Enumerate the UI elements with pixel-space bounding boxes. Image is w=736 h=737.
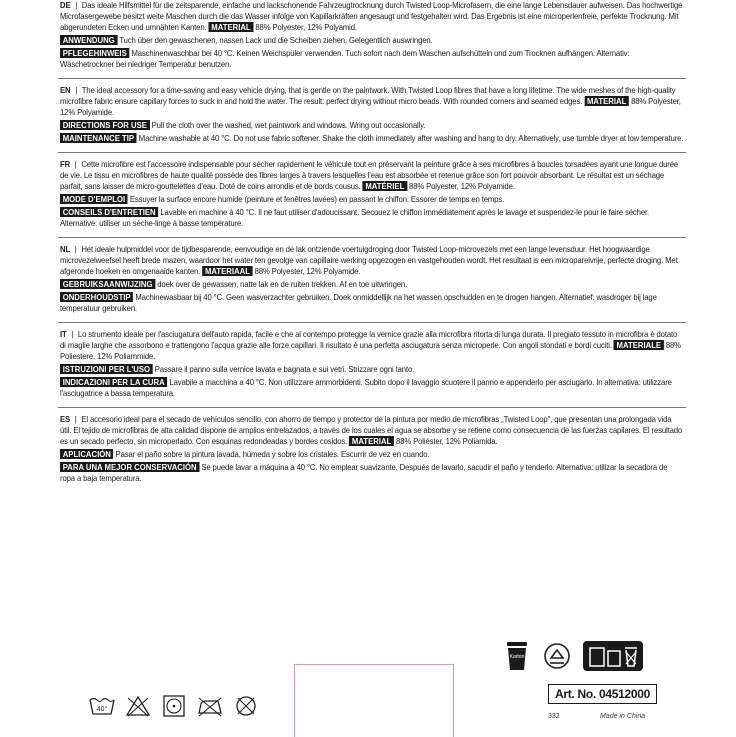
section-intro: IT | Lo strumento ideale per l'asciugatura dell'auto rapida, facile e che al contempo protegge la vernice grazie alla microfibra ritorta di lunga durata. Il pregiato tessuto in microfibra è dotato di maglie larghe che assorbono e trattengono l'acqua grazie alle forze capillari. Il risultato è una perfetta asciugatura senza microperle. Con angoli stondati e bordi cuciti. MATERIALE 88% Poliestere, 12% Poliammide. — [60, 329, 681, 361]
language-code: NL — [60, 244, 71, 254]
section-es — [58, 414, 686, 492]
material-text: 88% Poliestere, 12% Poliammide. — [60, 340, 681, 361]
wash-40-icon — [88, 694, 116, 718]
language-code: EN — [60, 85, 71, 95]
material-text: 88% Polyester, 12% Polyamide. — [409, 181, 515, 191]
material-label: MATERIAL — [584, 96, 629, 106]
section-nl — [58, 244, 686, 323]
section-intro: ES | El accesorio ideal para el secado de vehículos sencillo, con ahorro de tiempo y protector de la pintura por medio de microfibras „Twisted Loop", que presentan una prolongada vida útil. El tejido de microfibras de alta calidad dispone de amplios entrelazados, a través de los cuales el agua se absorbe y se retiene como consecuencia de las fuerzas capilares. El resultado es un secado perfecto, sin microperlado. Con esquinas redondeadas y bordes cosidos. MATERIAL 88% Poliéster, 12% Poliamida. — [60, 414, 683, 446]
intro-text: The ideal accessory for a time-saving and easy vehicle drying, that is gentle on the paintwork. With Twisted Loop fibres that have a long lifetime. The wide meshes of the high-quality microfibre fabric ensure capillary forces to suck in and hold the water. The result: perfect drying without micro beads. With rounded corners and seamed edges. — [60, 85, 676, 106]
section-intro: EN | The ideal accessory for a time-saving and easy vehicle drying, that is gentle on the paintwork. With Twisted Loop fibres that have a long lifetime. The wide meshes of the high-quality microfibre fabric ensure capillary forces to suck in and hold the water. The result: perfect drying without micro beads. With rounded corners and seamed edges. MATERIAL 88% Polyester, 12% Polyamide. — [60, 85, 681, 117]
section-intro: FR | Cette microfibre est l'accessoire indispensable pour sécher rapidement le véhicule tout en préservant la peinture grâce à ses microfibres à boucles torsadées ayant une longue durée de vie. Le tissu en microfibres de haute qualité possède des fibres larges à travers lesquelles l'eau est absorbée et retenue grâce son fort pouvoir absorbant. Le résultat est un séchage parfait, sans laisser de micro-gouttelettes d'eau. Doté de coins arrondis et de bords cousus. MATÉRIEL 88% Polyester, 12% Polyamide. — [60, 159, 679, 191]
instruction-label: PARA UNA MEJOR CONSERVACIÓN — [60, 462, 199, 472]
instruction-line — [60, 462, 683, 484]
language-code: DE — [60, 0, 71, 10]
intro-text: Cette microfibre est l'accessoire indispensable pour sécher rapidement le véhicule tout en préservant la peinture grâce à ses microfibres à boucles torsadées ayant une longue durée de vie. Le tissu en microfibres de haute qualité possède des fibres larges à travers lesquelles l'eau est absorbée et retenue grâce son fort pouvoir absorbant. Le résultat est un séchage parfait, sans laisser de micro-gouttelettes d'eau. Doté de coins arrondis et de bords cousus. — [60, 159, 679, 191]
language-code: FR — [60, 159, 71, 169]
material-label: MATERIAAL — [202, 266, 252, 276]
instruction-text: Pasar el paño sobre la pintura lavada, húmeda y sobre los cristales. Escurrir de vez en cuando. — [115, 449, 430, 459]
instruction-line — [60, 377, 683, 399]
recycle-label: Karton — [509, 654, 525, 660]
instruction-line — [60, 120, 683, 131]
material-text: 88% Polyester, 12% Polyamide. — [60, 96, 681, 117]
instruction-line — [60, 449, 683, 460]
no-bleach-icon — [124, 694, 152, 718]
paper-bin-icon — [502, 640, 532, 672]
intro-text: Lo strumento ideale per l'asciugatura dell'auto rapida, facile e che al contempo protegge la vernice grazie alla microfibra ritorta di lunga durata. Il pregiato tessuto in microfibra è dotato di maglie larghe che assorbono e trattengono l'acqua grazie alle forze capillari. Il risultato è una perfetta asciugatura senza microperle. Con angoli stondati e bordi cuciti. — [60, 329, 678, 350]
instruction-line — [60, 194, 683, 205]
instructions-text — [58, 0, 686, 498]
material-text: 88% Polyester, 12% Polyamide. — [254, 266, 361, 276]
instruction-label: MAINTENANCE TIP — [60, 133, 137, 143]
intro-text: Het ideale hulpmiddel voor de tijdbesparende, eenvoudige en de lak ontziende voertuigdroging door Twisted Loop-microvezels met een lange levensduur. Het hoogwaardige microvezelweefsel heeft brede mazen, waardoor het water ten gevolge van capillaire werking opgezogen en vastgehouden wordt. Het resultaat is een microparelvrije, perfecte droging. Met afgeronde hoeken en omgenaaide kanten. — [60, 244, 678, 276]
instruction-text: Pull the cloth over the washed, wet paintwork and windows. Wring out occasionally. — [151, 120, 426, 130]
intro-text: Das ideale Hilfsmittel für die zeitsparende, einfache und lackschonende Fahrzeugtrocknung durch Twisted Loop-Microfasern, die eine lange Lebensdauer aufweisen. Das hochwertige Microfasergewebe besitzt weite Maschen durch die das Wasser infolge von Kapillarkräften angesaugt und festgehalten wird. Das Ergebnis ist eine microperlenfreie, perfekte Trocknung. Mit abgerundeten Ecken und umnähten Kanten. — [60, 0, 683, 32]
instruction-line — [60, 35, 683, 46]
care-symbols — [88, 694, 260, 718]
material-label: MATERIAL — [209, 22, 254, 32]
section-en — [58, 85, 686, 153]
section-it — [58, 329, 686, 408]
section-de — [58, 0, 686, 79]
instruction-label: PFLEGEHINWEIS — [60, 48, 129, 58]
instruction-line — [60, 292, 683, 314]
instruction-line — [60, 133, 683, 144]
material-label: MATÉRIEL — [363, 181, 407, 191]
recycling-pictograms — [502, 640, 644, 672]
recycle-info-icon — [542, 641, 572, 671]
section-intro: DE | Das ideale Hilfsmittel für die zeitsparende, einfache und lackschonende Fahrzeugtrocknung durch Twisted Loop-Microfasern, die eine lange Lebensdauer aufweisen. Das hochwertige Microfasergewebe besitzt weite Maschen durch die das Wasser infolge von Kapillarkräften angesaugt und festgehalten wird. Das Ergebnis ist eine microperlenfreie, perfekte Trocknung. Mit abgerundeten Ecken und umnähten Kanten. MATERIAL 88% Polyester, 12% Polyamid. — [60, 0, 683, 32]
made-in: Made in China — [600, 713, 646, 720]
instruction-label: ANWENDUNG — [60, 35, 117, 45]
instruction-label: GEBRUIKSAANWIJZING — [60, 279, 155, 289]
instruction-line — [60, 48, 683, 70]
material-label: MATERIALE — [614, 340, 664, 350]
intro-text: El accesorio ideal para el secado de vehículos sencillo, con ahorro de tiempo y protector de la pintura por medio de microfibras „Twisted Loop", que presentan una prolongada vida útil. El tejido de microfibras de alta calidad dispone de amplios entrelazados, a través de los cuales el agua se absorbe y se retiene como consecuencia de las fuerzas capilares. El resultado es un secado perfecto, sin microperlado. Con esquinas redondeadas y bordes cosidos. — [60, 414, 683, 446]
instruction-label: APLICACIÓN — [60, 449, 114, 459]
instruction-text: doek over de gewassen, natte lak en de ruiten trekken. Af en toe uitwringen. — [157, 279, 408, 289]
instruction-text: Maschinenwaschbar bei 40 °C. Keinen Weichspüler verwenden. Tuch sofort nach dem Waschen aufschütteln und zum Trocknen aufhängen. Alternativ: Wäschetrockner bei niedriger Temperatur benutzen. — [60, 48, 630, 69]
instruction-label: INDICAZIONI PER LA CURA — [60, 377, 167, 387]
language-code: ES — [60, 414, 71, 424]
section-intro: NL | Het ideale hulpmiddel voor de tijdbesparende, eenvoudige en de lak ontziende voertuigdroging door Twisted Loop-microvezels met een lange levensduur. Het hoogwaardige microvezelweefsel heeft brede mazen, waardoor het water ten gevolge van capillaire werking opgezogen en vastgehouden wordt. Het resultaat is een microparelvrije, perfecte droging. Met afgeronde hoeken en omgenaaide kanten. MATERIAAL 88% Polyester, 12% Polyamide. — [60, 244, 678, 276]
wash-temp: 40° — [96, 706, 108, 713]
instruction-label: ISTRUZIONI PER L'USO — [60, 364, 153, 374]
material-label: MATERIAL — [349, 436, 394, 446]
tumble-dry-low-icon — [160, 694, 188, 718]
instruction-label: DIRECTIONS FOR USE — [60, 120, 150, 130]
material-text: 88% Poliéster, 12% Poliamida. — [396, 436, 498, 446]
no-iron-icon — [196, 694, 224, 718]
label-frame — [294, 664, 454, 737]
instruction-line — [60, 364, 683, 375]
article-number: Art. No. 04512000 — [548, 684, 657, 704]
no-dry-clean-icon — [232, 694, 260, 718]
instruction-text: Lavable en machine à 40 °C. Il ne faut utiliser d'adoucissant. Secouez le chiffon immédiatement après le lavage et suspendez-le pour le faire sécher. Alternative: utiliser un sèche-linge à basse température. — [60, 207, 650, 228]
instruction-text: Machinewasbaar bij 40 °C. Geen wasverzachter gebruiken. Doek onmiddellijk na het wassen opschudden en te drogen hangen. Alternatief: wasdroger bij lage temperatuur gebruiken. — [60, 292, 657, 313]
instruction-label: MODE D'EMPLOI — [60, 194, 128, 204]
instruction-label: CONSEILS D'ENTRETIEN — [60, 207, 158, 217]
instruction-text: Se puede lavar a máquina a 40 °C. No emplear suavizante. Después de lavarlo, sacudir el paño y tenderlo. Alternativa: utilizar la secadora de ropa a baja temperatura. — [60, 462, 668, 483]
material-text: 88% Polyester, 12% Polyamid. — [255, 22, 357, 32]
instruction-text: Machine washable at 40 °C. Do not use fabric softener. Shake the cloth immediately after washing and hang to dry. Alternatively, use tumble dryer at low temperature. — [138, 133, 684, 143]
instruction-text: Tuch über den gewaschenen, nassen Lack und die Scheiben ziehen. Gelegentlich auswringen. — [119, 35, 433, 45]
instruction-text: Passare il panno sulla vernice lavata e bagnata e sui vetri. Strizzare ogni tanto. — [154, 364, 415, 374]
instruction-line — [60, 207, 683, 229]
sorting-bins-icon — [582, 640, 644, 672]
instruction-text: Essuyer la surface encore humide (peinture et fenêtres lavées) en passant le chiffon. Essorer de temps en temps. — [129, 194, 505, 204]
language-code: IT — [60, 329, 67, 339]
section-fr — [58, 159, 686, 238]
product-code: 332 — [548, 713, 560, 720]
instruction-line — [60, 279, 683, 290]
instruction-text: Lavabile a macchina a 40 °C. Non utilizzare ammorbidenti. Subito dopo il lavaggio scuotere il panno e appenderlo per asciugarlo. In alternativa: utilizzare l'asciugatrice a bassa temperatura. — [60, 377, 672, 398]
instruction-label: ONDERHOUDSTIP — [60, 292, 133, 302]
